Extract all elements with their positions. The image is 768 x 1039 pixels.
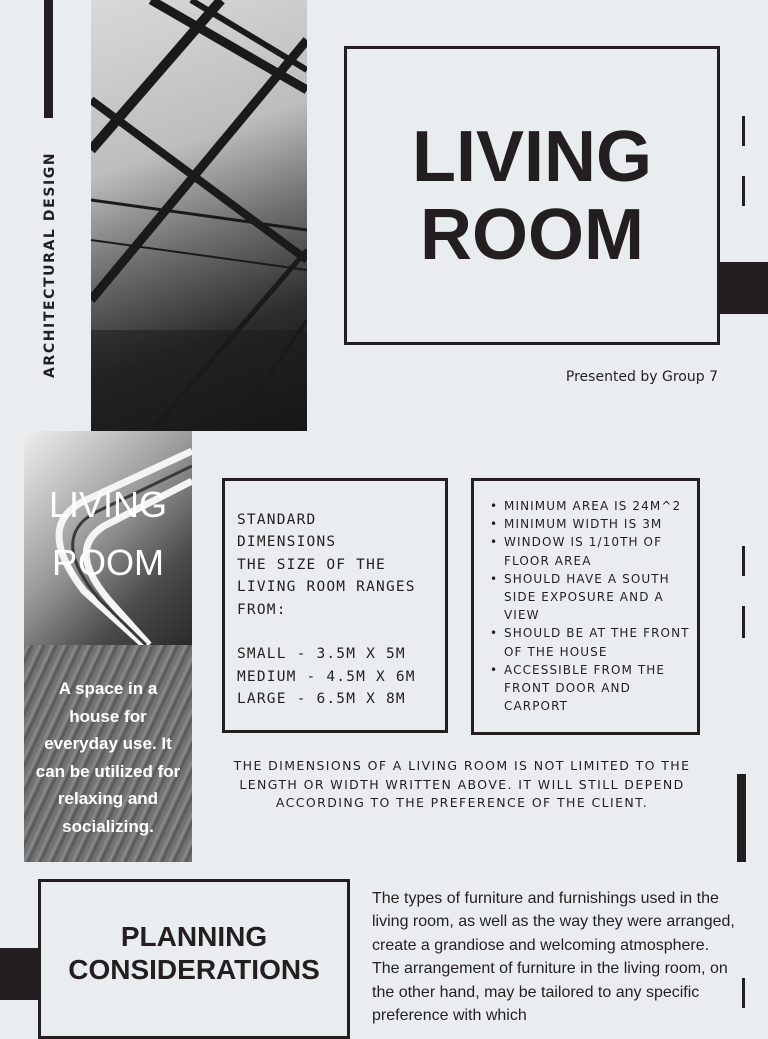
dimensions-note: THE DIMENSIONS OF A LIVING ROOM IS NOT LIMITED TO THE LENGTH OR WIDTH WRITTEN ABOVE. IT WILL STILL DEPEND ACCORDING TO THE PREFERENCE OF THE CLIENT. — [233, 758, 691, 810]
description-tile — [24, 645, 192, 862]
vertical-label — [40, 151, 60, 380]
architectural-design-label: ARCHITECTURAL DESIGN — [42, 151, 58, 378]
decor-dash-right-5 — [742, 978, 745, 1008]
decor-bar-top-left — [44, 0, 53, 118]
planning-text: The types of furniture and furnishings used in the living room, as well as the way they were arranged, create a grandiose and welcoming atmosphere. The arrangement of furniture in the living room, on the other hand, may be tailored to any specific preference with which — [372, 890, 735, 1025]
decor-dash-right-1 — [742, 116, 745, 146]
requirement-item: • MINIMUM WIDTH IS 3M — [490, 515, 695, 533]
requirement-item: • MINIMUM AREA IS 24M^2 — [490, 497, 695, 515]
title-line-2: ROOM — [420, 194, 644, 275]
decor-bar-right — [737, 774, 746, 862]
decor-dash-right-4 — [742, 606, 745, 638]
standard-dimensions-box — [222, 478, 448, 733]
title-line-1: LIVING — [411, 116, 652, 197]
decor-dash-right-3 — [742, 546, 745, 576]
planning-heading-line-2: CONSIDERATIONS — [68, 954, 320, 985]
living-room-tile — [24, 431, 192, 645]
standard-dimensions-text: STANDARD DIMENSIONS THE SIZE OF THE LIVING ROOM RANGES FROM: SMALL - 3.5M X 5M MEDIUM - 4.5M X 6M LARGE - 6.5M X 8M — [237, 512, 416, 708]
title-box — [344, 46, 720, 345]
requirement-item: • SHOULD HAVE A SOUTH SIDE EXPOSURE AND A VIEW — [490, 570, 695, 625]
decor-dash-right-2 — [742, 176, 745, 206]
skylight-photo — [91, 0, 307, 431]
requirements-list — [490, 497, 695, 715]
planning-heading-line-1: PLANNING — [120, 921, 268, 952]
planning-heading — [41, 920, 347, 986]
requirement-item: • ACCESSIBLE FROM THE FRONT DOOR AND CARPORT — [490, 661, 695, 716]
tile-title-line-1: LIVING — [48, 484, 168, 525]
decor-block-right — [717, 262, 768, 314]
planning-box — [38, 879, 350, 1039]
requirements-box — [471, 478, 700, 735]
tile-title-line-2: ROOM — [52, 542, 164, 583]
presented-by: Presented by Group 7 — [565, 369, 718, 385]
description-text: A space in a house for everyday use. It can be utilized for relaxing and socializing. — [35, 679, 181, 836]
decor-block-left — [0, 948, 38, 1000]
requirement-item: • SHOULD BE AT THE FRONT OF THE HOUSE — [490, 624, 695, 660]
requirement-item: • WINDOW IS 1/10TH OF FLOOR AREA — [490, 533, 695, 569]
